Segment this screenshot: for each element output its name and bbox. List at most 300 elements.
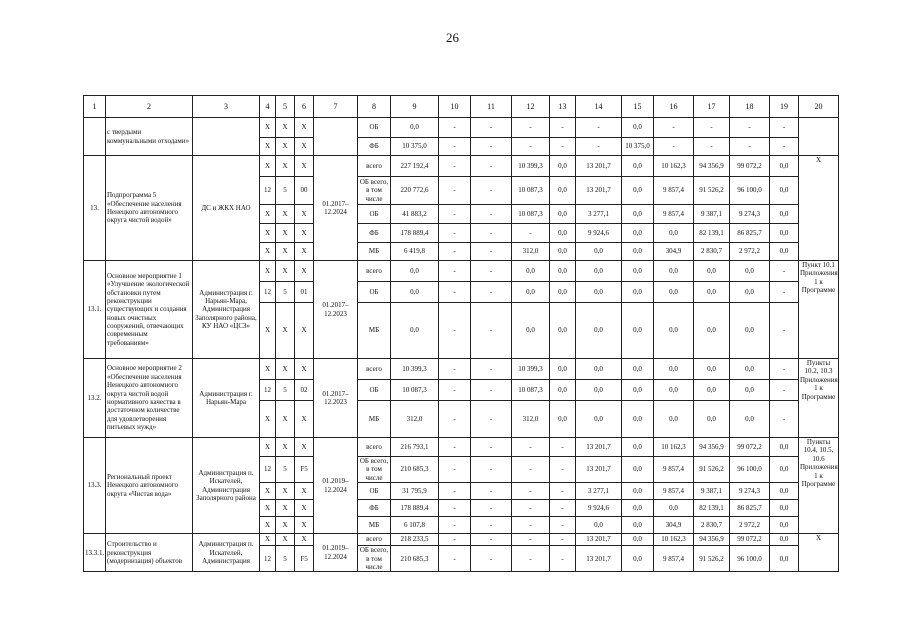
value-cell: 0,0: [550, 205, 576, 224]
code-cell: Х: [276, 224, 295, 243]
value-cell: 9 857,4: [654, 483, 694, 500]
value-cell: -: [550, 457, 576, 483]
value-cell: 10 087,3: [512, 177, 550, 205]
value-cell: -: [770, 138, 799, 156]
value-cell: 9 857,4: [654, 457, 694, 483]
value-cell: 91 526,2: [694, 457, 730, 483]
value-cell: 220 772,6: [391, 177, 439, 205]
value-cell: -: [770, 261, 799, 282]
value-cell: -: [512, 500, 550, 517]
source-cell: всего: [358, 156, 391, 177]
value-cell: 2 972,2: [730, 517, 770, 534]
s131-executor: Администрация г. Нарьян-Мара, Администрация Заполярного района, КУ НАО «ЦСЗ»: [193, 261, 260, 359]
value-cell: 0,0: [770, 438, 799, 457]
code-cell: Х: [260, 205, 276, 224]
code-cell: Х: [295, 500, 314, 517]
value-cell: 0,0: [694, 261, 730, 282]
value-cell: 0,0: [694, 401, 730, 438]
header-cell-14: 14: [576, 96, 622, 118]
source-cell: всего: [358, 261, 391, 282]
value-cell: 3 277,1: [576, 205, 622, 224]
code-cell: Х: [260, 243, 276, 261]
value-cell: 9 274,3: [730, 205, 770, 224]
code-cell: F5: [295, 546, 314, 572]
value-cell: -: [550, 138, 576, 156]
value-cell: 0,0: [770, 517, 799, 534]
header-cell-16: 16: [654, 96, 694, 118]
value-cell: -: [471, 534, 512, 546]
value-cell: -: [471, 118, 512, 138]
code-cell: Х: [260, 534, 276, 546]
value-cell: -: [550, 118, 576, 138]
code-cell: Х: [276, 359, 295, 380]
code-cell: Х: [276, 500, 295, 517]
s132-number: 13.2.: [84, 359, 106, 438]
value-cell: 0,0: [550, 303, 576, 359]
value-cell: 0,0: [576, 303, 622, 359]
value-cell: 86 825,7: [730, 500, 770, 517]
value-cell: 0,0: [622, 359, 654, 380]
value-cell: 9 924,6: [576, 500, 622, 517]
value-cell: -: [439, 401, 471, 438]
code-cell: 5: [276, 457, 295, 483]
value-cell: 0,0: [391, 303, 439, 359]
s1331-row: [84, 534, 839, 546]
value-cell: 0,0: [622, 303, 654, 359]
code-cell: Х: [295, 205, 314, 224]
header-cell-4: 4: [260, 96, 276, 118]
value-cell: 0,0: [576, 261, 622, 282]
value-cell: -: [770, 118, 799, 138]
value-cell: 0,0: [730, 303, 770, 359]
code-cell: Х: [276, 118, 295, 138]
value-cell: 0,0: [550, 177, 576, 205]
value-cell: 91 526,2: [694, 177, 730, 205]
value-cell: -: [439, 243, 471, 261]
code-cell: Х: [295, 118, 314, 138]
s131-note: Пункт 10.1 Приложения 1 к Программе: [799, 261, 839, 359]
value-cell: -: [471, 243, 512, 261]
value-cell: 0,0: [622, 500, 654, 517]
value-cell: 0,0: [622, 534, 654, 546]
code-cell: Х: [295, 483, 314, 500]
value-cell: 0,0: [391, 261, 439, 282]
value-cell: 312,0: [512, 401, 550, 438]
value-cell: 0,0: [770, 205, 799, 224]
s133-executor: Администрация п. Искателей, Администрация Заполярного района: [193, 438, 260, 534]
value-cell: -: [471, 177, 512, 205]
code-cell: 00: [295, 177, 314, 205]
value-cell: 0,0: [576, 243, 622, 261]
value-cell: -: [471, 359, 512, 380]
header-row: [84, 96, 839, 118]
value-cell: 0,0: [576, 359, 622, 380]
header-cell-13: 13: [550, 96, 576, 118]
code-cell: Х: [260, 359, 276, 380]
source-cell: ОБ: [358, 483, 391, 500]
code-cell: 5: [276, 380, 295, 401]
value-cell: 0,0: [770, 156, 799, 177]
value-cell: 96 100,0: [730, 546, 770, 572]
value-cell: 0,0: [654, 224, 694, 243]
value-cell: 0,0: [770, 243, 799, 261]
s132-name: Основное мероприятие 2 «Обеспечение населения Ненецкого автономного округа чистой водой нормативного качества в достаточном количестве для удовлетворения питьевых нужд»: [106, 359, 193, 438]
source-cell: МБ: [358, 517, 391, 534]
code-cell: Х: [276, 303, 295, 359]
code-cell: Х: [260, 118, 276, 138]
header-cell-18: 18: [730, 96, 770, 118]
value-cell: 9 387,1: [694, 483, 730, 500]
value-cell: 0,0: [770, 177, 799, 205]
value-cell: 0,0: [576, 517, 622, 534]
header-cell-10: 10: [439, 96, 471, 118]
value-cell: 0,0: [694, 282, 730, 303]
code-cell: 12: [260, 177, 276, 205]
value-cell: 216 793,1: [391, 438, 439, 457]
code-cell: 5: [276, 282, 295, 303]
value-cell: 0,0: [550, 380, 576, 401]
cont-row: [84, 118, 839, 138]
value-cell: -: [439, 457, 471, 483]
code-cell: Х: [295, 224, 314, 243]
code-cell: 12: [260, 457, 276, 483]
value-cell: 0,0: [576, 401, 622, 438]
value-cell: -: [439, 156, 471, 177]
source-cell: ОБ: [358, 380, 391, 401]
code-cell: Х: [260, 261, 276, 282]
value-cell: -: [550, 483, 576, 500]
value-cell: -: [694, 118, 730, 138]
value-cell: 0,0: [654, 359, 694, 380]
s13-name: Подпрограмма 5 «Обеспечение населения Ненецкого автономного округа чистой водой»: [106, 156, 193, 261]
value-cell: 0,0: [654, 380, 694, 401]
value-cell: 82 139,1: [694, 500, 730, 517]
value-cell: 9 857,4: [654, 177, 694, 205]
value-cell: 2 972,2: [730, 243, 770, 261]
value-cell: -: [439, 205, 471, 224]
value-cell: -: [770, 380, 799, 401]
source-cell: МБ: [358, 401, 391, 438]
value-cell: 0,0: [654, 401, 694, 438]
code-cell: 02: [295, 380, 314, 401]
header-cell-8: 8: [358, 96, 391, 118]
value-cell: -: [471, 156, 512, 177]
value-cell: 0,0: [622, 156, 654, 177]
value-cell: -: [439, 359, 471, 380]
value-cell: 13 201,7: [576, 438, 622, 457]
value-cell: 41 883,2: [391, 205, 439, 224]
code-cell: Х: [295, 138, 314, 156]
s13-note: Х: [799, 156, 839, 261]
value-cell: 0,0: [622, 118, 654, 138]
value-cell: -: [654, 118, 694, 138]
s132-row: [84, 359, 839, 380]
value-cell: 13 201,7: [576, 546, 622, 572]
value-cell: 0,0: [622, 243, 654, 261]
value-cell: 13 201,7: [576, 457, 622, 483]
value-cell: 0,0: [694, 380, 730, 401]
s13-row: [84, 156, 839, 177]
value-cell: -: [576, 118, 622, 138]
value-cell: 0,0: [694, 303, 730, 359]
value-cell: 0,0: [730, 380, 770, 401]
value-cell: 94 356,9: [694, 438, 730, 457]
value-cell: -: [770, 303, 799, 359]
code-cell: Х: [295, 303, 314, 359]
code-cell: Х: [260, 438, 276, 457]
value-cell: -: [439, 303, 471, 359]
s1331-name: Строительство и реконструкция (модернизация) объектов: [106, 534, 193, 572]
value-cell: 0,0: [730, 359, 770, 380]
value-cell: 0,0: [622, 205, 654, 224]
value-cell: 210 685,3: [391, 546, 439, 572]
value-cell: 10 162,3: [654, 438, 694, 457]
s133-note: Пункты 10.4, 10.5, 10.6 Приложения 1 к Программе: [799, 438, 839, 534]
value-cell: 10 375,0: [622, 138, 654, 156]
source-cell: ОБ всего, в том числе: [358, 177, 391, 205]
source-cell: ФБ: [358, 500, 391, 517]
source-cell: МБ: [358, 243, 391, 261]
value-cell: -: [471, 517, 512, 534]
source-cell: ОБ всего, в том числе: [358, 546, 391, 572]
value-cell: 10 087,3: [512, 380, 550, 401]
source-cell: всего: [358, 359, 391, 380]
code-cell: 01: [295, 282, 314, 303]
value-cell: -: [471, 546, 512, 572]
value-cell: 0,0: [770, 224, 799, 243]
value-cell: 0,0: [550, 243, 576, 261]
cont-note: [799, 118, 839, 156]
value-cell: -: [471, 303, 512, 359]
value-cell: 3 277,1: [576, 483, 622, 500]
value-cell: -: [512, 546, 550, 572]
s132-note: Пункты 10.2, 10.3 Приложения 1 к Программе: [799, 359, 839, 438]
value-cell: -: [439, 118, 471, 138]
value-cell: -: [694, 138, 730, 156]
value-cell: -: [471, 483, 512, 500]
header-cell-6: 6: [295, 96, 314, 118]
source-cell: всего: [358, 534, 391, 546]
value-cell: -: [730, 138, 770, 156]
value-cell: 91 526,2: [694, 546, 730, 572]
value-cell: 2 830,7: [694, 517, 730, 534]
value-cell: 13 201,7: [576, 534, 622, 546]
value-cell: -: [770, 359, 799, 380]
value-cell: 0,0: [730, 261, 770, 282]
code-cell: Х: [295, 401, 314, 438]
code-cell: Х: [295, 517, 314, 534]
value-cell: -: [512, 534, 550, 546]
value-cell: -: [576, 138, 622, 156]
value-cell: -: [770, 401, 799, 438]
code-cell: 12: [260, 546, 276, 572]
value-cell: -: [471, 401, 512, 438]
value-cell: 0,0: [512, 303, 550, 359]
value-cell: 0,0: [770, 457, 799, 483]
code-cell: Х: [276, 156, 295, 177]
code-cell: Х: [260, 138, 276, 156]
cont-name: с твердыми коммунальными отходами»: [106, 118, 193, 156]
value-cell: 210 685,3: [391, 457, 439, 483]
value-cell: -: [512, 438, 550, 457]
value-cell: 0,0: [576, 282, 622, 303]
value-cell: 10 087,3: [512, 205, 550, 224]
value-cell: 0,0: [550, 224, 576, 243]
value-cell: 0,0: [654, 282, 694, 303]
value-cell: 10 162,3: [654, 534, 694, 546]
value-cell: 0,0: [622, 457, 654, 483]
header-cell-7: 7: [314, 96, 358, 118]
header-cell-19: 19: [770, 96, 799, 118]
value-cell: -: [471, 438, 512, 457]
value-cell: -: [512, 517, 550, 534]
value-cell: 218 233,5: [391, 534, 439, 546]
value-cell: 0,0: [770, 483, 799, 500]
value-cell: 0,0: [622, 401, 654, 438]
value-cell: -: [471, 205, 512, 224]
code-cell: Х: [295, 156, 314, 177]
code-cell: Х: [295, 534, 314, 546]
source-cell: ФБ: [358, 138, 391, 156]
s13-number: 13.: [84, 156, 106, 261]
page-number: 26: [446, 30, 459, 45]
code-cell: Х: [295, 359, 314, 380]
value-cell: -: [439, 282, 471, 303]
value-cell: 96 100,0: [730, 457, 770, 483]
header-cell-20: 20: [799, 96, 839, 118]
value-cell: 178 889,4: [391, 500, 439, 517]
value-cell: 94 356,9: [694, 534, 730, 546]
value-cell: 0,0: [550, 359, 576, 380]
value-cell: 10 399,3: [391, 359, 439, 380]
code-cell: Х: [276, 438, 295, 457]
s131-number: 13.1.: [84, 261, 106, 359]
s13-executor: ДС и ЖКХ НАО: [193, 156, 260, 261]
value-cell: 86 825,7: [730, 224, 770, 243]
value-cell: 10 087,3: [391, 380, 439, 401]
value-cell: 94 356,9: [694, 156, 730, 177]
value-cell: -: [512, 118, 550, 138]
value-cell: 31 795,9: [391, 483, 439, 500]
s133-name: Региональный проект Ненецкого автономного округа «Чистая вода»: [106, 438, 193, 534]
source-cell: МБ: [358, 303, 391, 359]
value-cell: -: [471, 380, 512, 401]
value-cell: 2 830,7: [694, 243, 730, 261]
source-cell: ОБ всего, в том числе: [358, 457, 391, 483]
value-cell: -: [471, 138, 512, 156]
value-cell: 304,9: [654, 243, 694, 261]
value-cell: 0,0: [622, 483, 654, 500]
value-cell: -: [471, 224, 512, 243]
s1331-executor: Администрация п. Искателей, Администрация: [193, 534, 260, 572]
s133-period: 01.2019–12.2024: [314, 438, 358, 534]
value-cell: 0,0: [550, 156, 576, 177]
code-cell: Х: [276, 138, 295, 156]
value-cell: 6 419,8: [391, 243, 439, 261]
value-cell: 0,0: [654, 261, 694, 282]
code-cell: Х: [276, 483, 295, 500]
code-cell: Х: [260, 224, 276, 243]
s131-name: Основное мероприятие 1 «Улучшение экологической обстановки путем реконструкции существующих и создания новых очистных сооружений, отвечающих современным требованиям»: [106, 261, 193, 359]
source-cell: ОБ: [358, 118, 391, 138]
value-cell: -: [471, 261, 512, 282]
code-cell: Х: [295, 243, 314, 261]
s132-executor: Администрация г. Нарьян-Мара: [193, 359, 260, 438]
code-cell: 5: [276, 546, 295, 572]
value-cell: 178 889,4: [391, 224, 439, 243]
header-cell-3: 3: [193, 96, 260, 118]
value-cell: -: [550, 534, 576, 546]
code-cell: Х: [260, 156, 276, 177]
value-cell: 312,0: [512, 243, 550, 261]
value-cell: 0,0: [622, 282, 654, 303]
value-cell: -: [512, 138, 550, 156]
value-cell: 0,0: [730, 401, 770, 438]
header-cell-17: 17: [694, 96, 730, 118]
value-cell: 9 274,3: [730, 483, 770, 500]
value-cell: 9 387,1: [694, 205, 730, 224]
source-cell: ОБ: [358, 205, 391, 224]
value-cell: -: [471, 457, 512, 483]
value-cell: -: [550, 546, 576, 572]
header-cell-5: 5: [276, 96, 295, 118]
s1331-period: 01.2019–12.2024: [314, 534, 358, 572]
s1331-number: 13.3.1.: [84, 534, 106, 572]
value-cell: -: [512, 457, 550, 483]
cont-number: [84, 118, 106, 156]
value-cell: -: [439, 177, 471, 205]
budget-table: [83, 95, 839, 572]
value-cell: -: [439, 534, 471, 546]
value-cell: 10 375,0: [391, 138, 439, 156]
code-cell: Х: [276, 243, 295, 261]
value-cell: 0,0: [512, 261, 550, 282]
value-cell: -: [471, 500, 512, 517]
s131-period: 01.2017–12.2023: [314, 261, 358, 359]
code-cell: Х: [295, 438, 314, 457]
cont-executor: [193, 118, 260, 156]
s13-period: 01.2017–12.2024: [314, 156, 358, 261]
code-cell: Х: [295, 261, 314, 282]
value-cell: -: [439, 224, 471, 243]
value-cell: 312,0: [391, 401, 439, 438]
value-cell: 0,0: [622, 517, 654, 534]
cont-period: [314, 118, 358, 156]
code-cell: 12: [260, 380, 276, 401]
value-cell: -: [439, 483, 471, 500]
value-cell: 9 924,6: [576, 224, 622, 243]
value-cell: 0,0: [512, 282, 550, 303]
code-cell: Х: [276, 261, 295, 282]
value-cell: -: [512, 483, 550, 500]
value-cell: 0,0: [622, 380, 654, 401]
value-cell: 0,0: [391, 118, 439, 138]
value-cell: 227 192,4: [391, 156, 439, 177]
value-cell: 10 399,3: [512, 156, 550, 177]
s133-row: [84, 438, 839, 457]
value-cell: -: [439, 438, 471, 457]
value-cell: 9 857,4: [654, 546, 694, 572]
code-cell: Х: [260, 500, 276, 517]
value-cell: -: [439, 380, 471, 401]
value-cell: 99 072,2: [730, 534, 770, 546]
source-cell: всего: [358, 438, 391, 457]
code-cell: Х: [276, 517, 295, 534]
value-cell: 6 107,8: [391, 517, 439, 534]
value-cell: 304,9: [654, 517, 694, 534]
code-cell: Х: [260, 517, 276, 534]
value-cell: -: [439, 500, 471, 517]
